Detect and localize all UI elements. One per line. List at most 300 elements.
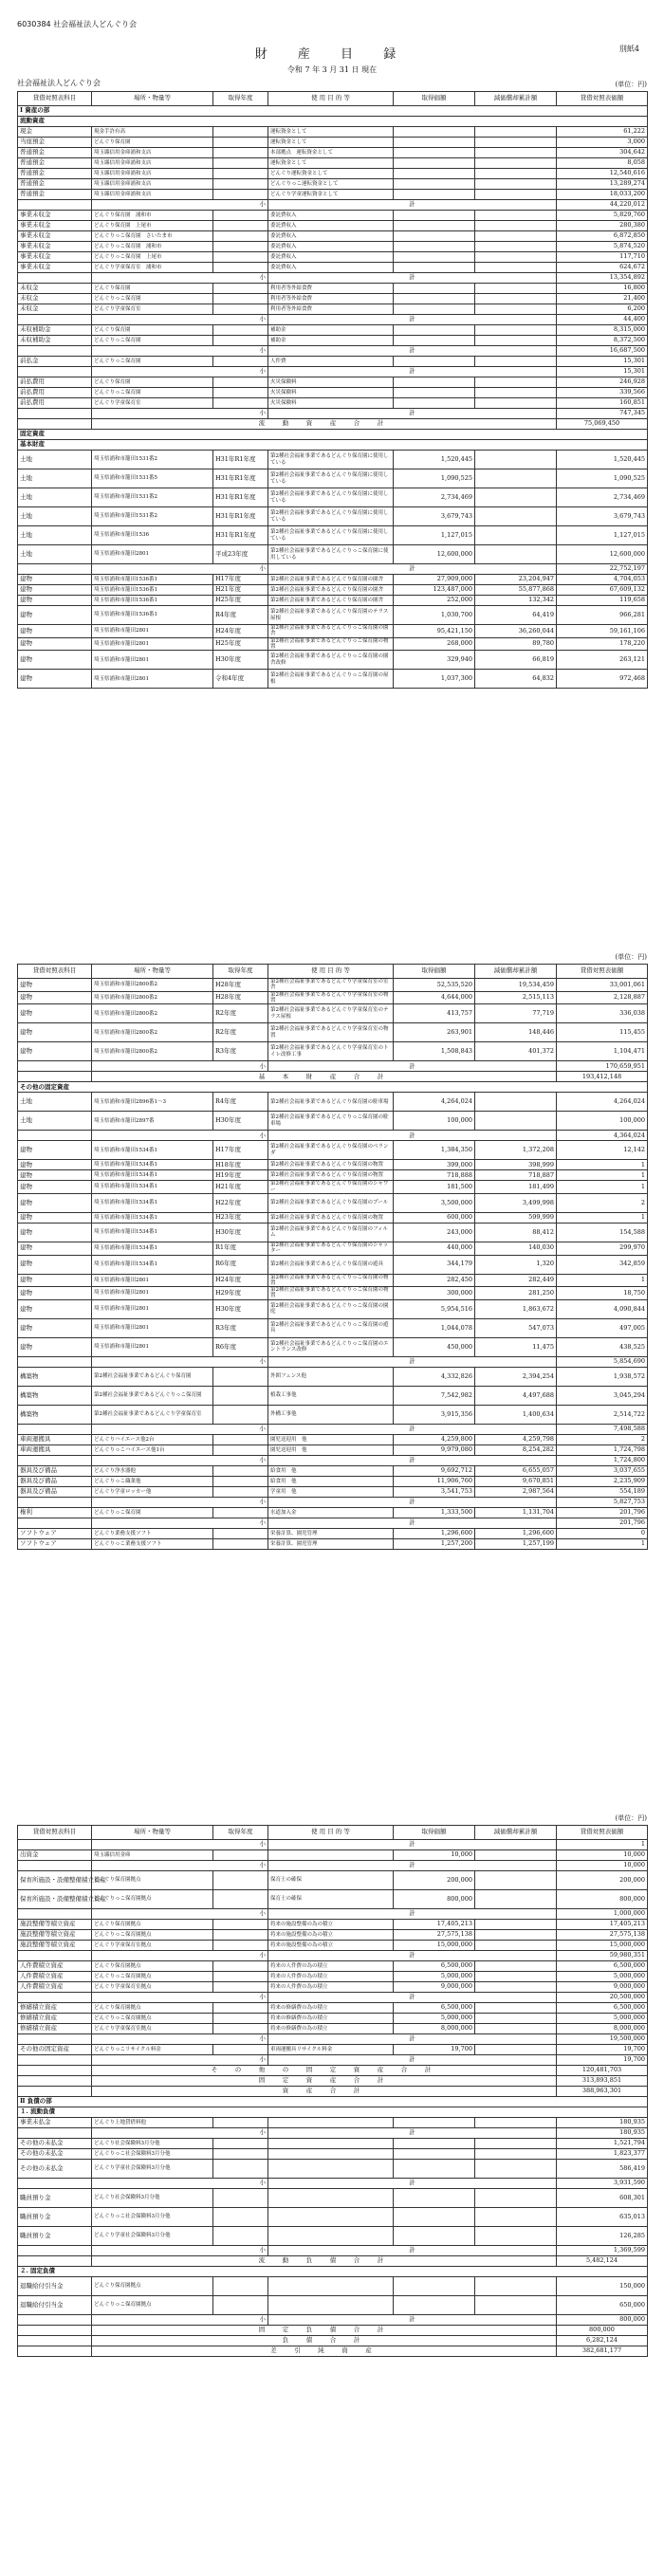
book-value-cell: 1,521,794: [557, 2139, 648, 2149]
column-header: 取得年度: [213, 965, 268, 979]
year-cell: [213, 1465, 268, 1476]
location-cell: どんぐりっこ保育園 上尾市: [92, 252, 213, 263]
column-header: 貸借対照表科目: [18, 1826, 92, 1840]
book-value-cell: 10,000: [557, 1850, 648, 1861]
location-cell: 埼玉県浦和市籠田2801: [92, 1299, 213, 1318]
subtotal-value: 201,796: [557, 1518, 648, 1528]
table-row: [18, 138, 648, 148]
account-cell: 車両運搬具: [18, 1434, 92, 1444]
table-row: [18, 211, 648, 221]
asset-table-page-3: [17, 1825, 647, 2357]
blank-cell: [18, 1951, 92, 1961]
purpose-cell: 学童用 他: [268, 1486, 394, 1497]
table-row: [18, 1042, 648, 1061]
account-cell: 事業未収金: [18, 252, 92, 263]
year-cell: [213, 304, 268, 315]
total-row: [18, 2256, 648, 2267]
account-cell: 未収補助金: [18, 336, 92, 346]
depreciation-cell: [475, 211, 557, 221]
year-cell: R3年度: [213, 1042, 268, 1061]
document-id: 6030384 社会福祉法人どんぐり会: [17, 20, 138, 28]
table-row: [18, 1181, 648, 1194]
account-cell: その他の未払金: [18, 2139, 92, 2149]
depreciation-cell: [475, 377, 557, 388]
book-value-cell: 3,000: [557, 138, 648, 148]
book-value-cell: 2,235,909: [557, 1476, 648, 1486]
depreciation-cell: [475, 398, 557, 409]
subtotal-value: 59,980,351: [557, 1951, 648, 1961]
location-cell: 埼玉県浦和市籠田1534番1: [92, 1160, 213, 1170]
table-row: [18, 179, 648, 190]
account-cell: 建物: [18, 1193, 92, 1212]
location-cell: どんぐりっこ保育園拠点: [92, 1890, 213, 1909]
table-row: [18, 1242, 648, 1255]
year-cell: H30年度: [213, 651, 268, 670]
total-label: 基 本 財 産 合 計: [92, 1072, 557, 1082]
year-cell: [213, 1972, 268, 1982]
subtotal-label: 計: [268, 315, 557, 325]
blank-cell: [18, 2128, 92, 2139]
depreciation-cell: [475, 1112, 557, 1131]
section-label: Ⅰ 資産の部: [18, 106, 648, 117]
purpose-cell: [268, 2227, 394, 2246]
location-cell: どんぐり保育園拠点: [92, 1871, 213, 1890]
subtotal-row: [18, 2034, 648, 2045]
section-row: [18, 1082, 648, 1093]
subtotal-mark: 小: [92, 564, 268, 575]
year-cell: [213, 127, 268, 138]
purpose-cell: [268, 2149, 394, 2160]
account-cell: 器具及び備品: [18, 1476, 92, 1486]
depreciation-cell: 547,073: [475, 1318, 557, 1337]
year-cell: [213, 2024, 268, 2034]
account-cell: 現金: [18, 127, 92, 138]
table-row: [18, 2045, 648, 2055]
blank-cell: [18, 2346, 92, 2357]
subtotal-label: 計: [268, 1356, 557, 1367]
location-cell: 埼玉県浦和市籠田1531番2: [92, 507, 213, 526]
table-row: [18, 545, 648, 564]
depreciation-cell: [475, 190, 557, 200]
subtotal-label: 計: [268, 367, 557, 377]
subtotal-mark: 小: [92, 346, 268, 357]
book-value-cell: 1: [557, 1170, 648, 1181]
table-row: [18, 242, 648, 252]
table-row: [18, 451, 648, 469]
book-value-cell: 115,455: [557, 1023, 648, 1042]
subtotal-value: 180,935: [557, 2128, 648, 2139]
blank-cell: [18, 2076, 92, 2087]
depreciation-cell: [475, 1930, 557, 1941]
cost-cell: 6,500,000: [394, 1961, 475, 1972]
cost-cell: [394, 190, 475, 200]
year-cell: [213, 1961, 268, 1972]
table-row: [18, 651, 648, 670]
location-cell: 埼玉県浦和市籠田2896番1～3: [92, 1093, 213, 1112]
subtotal-value: 1,000,000: [557, 1909, 648, 1920]
book-value-cell: 635,013: [557, 2208, 648, 2227]
book-value-cell: 0: [557, 1528, 648, 1538]
book-value-cell: 59,161,106: [557, 625, 648, 638]
year-cell: R6年度: [213, 1337, 268, 1356]
account-cell: 器具及び備品: [18, 1465, 92, 1476]
subtotal-mark: 小: [92, 367, 268, 377]
purpose-cell: 第2種社会福祉事業であるどんぐり学童保育室のテラス屋根: [268, 1004, 394, 1023]
subtotal-mark: 小: [92, 2246, 268, 2256]
subtotal-value: 1,369,599: [557, 2246, 648, 2256]
location-cell: 埼玉県浦和市籠田1534番1: [92, 1181, 213, 1194]
cost-cell: 7,542,982: [394, 1386, 475, 1405]
location-cell: 埼玉県浦和市籠田2800番2: [92, 979, 213, 992]
cost-cell: 1,044,078: [394, 1318, 475, 1337]
account-cell: 事業未収金: [18, 231, 92, 242]
section-label: その他の固定資産: [18, 1082, 648, 1093]
purpose-cell: 将来の施設整備の為の積立: [268, 1920, 394, 1930]
depreciation-cell: 1,400,634: [475, 1405, 557, 1424]
location-cell: どんぐりっこ保育園拠点: [92, 1972, 213, 1982]
subtotal-value: 15,301: [557, 367, 648, 377]
year-cell: 平成23年度: [213, 545, 268, 564]
table-row: [18, 1920, 648, 1930]
account-cell: 建物: [18, 1318, 92, 1337]
column-header: 取得価額: [394, 965, 475, 979]
total-value: 388,963,301: [557, 2087, 648, 2097]
cost-cell: 3,679,743: [394, 507, 475, 526]
table-row: [18, 1255, 648, 1274]
table-row: [18, 1941, 648, 1951]
subtotal-mark: 小: [92, 200, 268, 211]
location-cell: どんぐり学童保育室: [92, 304, 213, 315]
subtotal-row: [18, 1993, 648, 2003]
unit-label: (単位：円): [615, 953, 647, 961]
purpose-cell: 第2種社会福祉事業であるどんぐり保育園に使用している: [268, 526, 394, 545]
depreciation-cell: 1,320: [475, 1255, 557, 1274]
year-cell: [213, 1476, 268, 1486]
depreciation-cell: [475, 252, 557, 263]
depreciation-cell: [475, 1982, 557, 1993]
subtotal-label: 計: [268, 1497, 557, 1507]
cost-cell: [394, 2277, 475, 2296]
account-cell: 事業未収金: [18, 263, 92, 273]
location-cell: 埼玉縣信用金庫: [92, 1850, 213, 1861]
purpose-cell: どんぐりっこ運転資金として: [268, 179, 394, 190]
table-row: [18, 1170, 648, 1181]
depreciation-cell: [475, 325, 557, 336]
year-cell: [213, 242, 268, 252]
location-cell: どんぐり社会保険料3月分他: [92, 2139, 213, 2149]
purpose-cell: 第2種社会福祉事業であるどんぐり保育園に使用している: [268, 469, 394, 488]
location-cell: 埼玉県浦和市籠田1534番1: [92, 1193, 213, 1212]
year-cell: [213, 2160, 268, 2179]
depreciation-cell: [475, 2296, 557, 2315]
purpose-cell: 運転資金として: [268, 127, 394, 138]
section-row: [18, 2107, 648, 2118]
subtotal-value: 10,000: [557, 1861, 648, 1871]
depreciation-cell: [475, 231, 557, 242]
book-value-cell: 18,750: [557, 1287, 648, 1300]
location-cell: どんぐりっこハイエース他1台: [92, 1444, 213, 1455]
book-value-cell: 608,301: [557, 2189, 648, 2208]
location-cell: どんぐり学童社会保険料3月分他: [92, 2227, 213, 2246]
purpose-cell: [268, 2296, 394, 2315]
depreciation-cell: 132,342: [475, 596, 557, 606]
book-value-cell: 3,045,294: [557, 1386, 648, 1405]
depreciation-cell: [475, 507, 557, 526]
year-cell: H23年度: [213, 1212, 268, 1223]
depreciation-cell: 8,254,282: [475, 1444, 557, 1455]
depreciation-cell: 89,780: [475, 637, 557, 651]
table-row: [18, 1982, 648, 1993]
subtotal-row: [18, 409, 648, 419]
book-value-cell: 1,938,572: [557, 1367, 648, 1386]
section-label: Ⅱ 負債の部: [18, 2097, 648, 2107]
blank-cell: [18, 273, 92, 284]
book-value-cell: 27,575,138: [557, 1930, 648, 1941]
book-value-cell: 3,037,655: [557, 1465, 648, 1476]
location-cell: どんぐり学童保育室拠点: [92, 1982, 213, 1993]
depreciation-cell: [475, 221, 557, 231]
account-cell: 退職給付引当金: [18, 2277, 92, 2296]
table-row: [18, 336, 648, 346]
location-cell: どんぐりっこ織業他: [92, 1476, 213, 1486]
cost-cell: 4,259,800: [394, 1434, 475, 1444]
account-cell: 構築物: [18, 1386, 92, 1405]
book-value-cell: 2,514,722: [557, 1405, 648, 1424]
purpose-cell: 火災保険料: [268, 377, 394, 388]
depreciation-cell: [475, 263, 557, 273]
year-cell: [213, 1890, 268, 1909]
asset-table-page-2: [17, 964, 647, 1550]
depreciation-cell: [475, 1941, 557, 1951]
account-cell: 建物: [18, 1255, 92, 1274]
location-cell: どんぐり保育園 上尾市: [92, 221, 213, 231]
cost-cell: 17,405,213: [394, 1920, 475, 1930]
book-value-cell: 33,001,061: [557, 979, 648, 992]
cost-cell: [394, 325, 475, 336]
year-cell: H31年R1年度: [213, 451, 268, 469]
cost-cell: 718,888: [394, 1170, 475, 1181]
purpose-cell: [268, 1850, 394, 1861]
location-cell: 埼玉県浦和市籠田2801: [92, 625, 213, 638]
subtotal-mark: 小: [92, 2315, 268, 2326]
year-cell: [213, 1538, 268, 1549]
account-cell: 修繕積立資産: [18, 2024, 92, 2034]
table-row: [18, 263, 648, 273]
cost-cell: [394, 2160, 475, 2179]
account-cell: 職員預り金: [18, 2227, 92, 2246]
cost-cell: [394, 304, 475, 315]
table-row: [18, 1160, 648, 1170]
location-cell: 埼玉県浦和市籠田2801: [92, 1274, 213, 1287]
subtotal-row: [18, 1497, 648, 1507]
location-cell: 埼玉県浦和市籠田1534番1: [92, 1212, 213, 1223]
book-value-cell: 800,000: [557, 1890, 648, 1909]
cost-cell: 1,030,700: [394, 606, 475, 625]
subtotal-row: [18, 346, 648, 357]
cost-cell: [394, 2139, 475, 2149]
depreciation-cell: [475, 2149, 557, 2160]
account-cell: ソフトウェア: [18, 1528, 92, 1538]
year-cell: [213, 179, 268, 190]
section-row: [18, 117, 648, 127]
cost-cell: [394, 377, 475, 388]
subtotal-label: 計: [268, 1951, 557, 1961]
depreciation-cell: [475, 138, 557, 148]
account-cell: 建物: [18, 1212, 92, 1223]
table-row: [18, 2014, 648, 2024]
depreciation-cell: 4,259,798: [475, 1434, 557, 1444]
cost-cell: 450,000: [394, 1337, 475, 1356]
table-row: [18, 357, 648, 367]
account-cell: 施設整備等積立資産: [18, 1920, 92, 1930]
year-cell: [213, 1486, 268, 1497]
account-cell: 建物: [18, 625, 92, 638]
year-cell: [213, 158, 268, 169]
header-row: [18, 1826, 648, 1840]
cost-cell: [394, 398, 475, 409]
account-cell: 前払費用: [18, 398, 92, 409]
account-cell: 未収金: [18, 304, 92, 315]
cost-cell: 1,257,200: [394, 1538, 475, 1549]
year-cell: [213, 148, 268, 158]
purpose-cell: 将来の人件費の為の積立: [268, 1982, 394, 1993]
cost-cell: 5,000,000: [394, 1972, 475, 1982]
location-cell: どんぐりっこ保育園: [92, 357, 213, 367]
header-row: [18, 965, 648, 979]
location-cell: どんぐりっこ保育園 浦和市: [92, 242, 213, 252]
total-label: 流 動 資 産 合 計: [92, 419, 557, 430]
purpose-cell: 補助金: [268, 336, 394, 346]
cost-cell: 95,421,150: [394, 625, 475, 638]
table-row: [18, 1223, 648, 1242]
purpose-cell: 委託費収入: [268, 263, 394, 273]
purpose-cell: 第2種社会福祉事業であるどんぐり保育園の物置: [268, 1170, 394, 1181]
account-cell: 未収金: [18, 284, 92, 294]
year-cell: [213, 2277, 268, 2296]
blank-cell: [18, 1455, 92, 1465]
subtotal-label: 計: [268, 200, 557, 211]
purpose-cell: 第2種社会福祉事業であるどんぐり保育園のフィルム: [268, 1223, 394, 1242]
blank-cell: [18, 2326, 92, 2336]
book-value-cell: 5,874,520: [557, 242, 648, 252]
total-label: 固 定 負 債 合 計: [92, 2326, 557, 2336]
column-header: 貸借対照表価額: [557, 92, 648, 106]
book-value-cell: 12,142: [557, 1141, 648, 1160]
cost-cell: 1,127,015: [394, 526, 475, 545]
purpose-cell: 給食用 他: [268, 1476, 394, 1486]
depreciation-cell: 398,999: [475, 1160, 557, 1170]
book-value-cell: 339,566: [557, 388, 648, 398]
purpose-cell: 第2種社会福祉事業であるどんぐり保育園のテラス屋根: [268, 606, 394, 625]
year-cell: H29年度: [213, 1287, 268, 1300]
purpose-cell: 第2種社会福祉事業であるどんぐりっこ保育園の園舎: [268, 625, 394, 638]
location-cell: 埼玉県浦和市籠田2800番2: [92, 991, 213, 1004]
table-row: [18, 148, 648, 158]
subtotal-label: 計: [268, 1840, 557, 1850]
year-cell: R6年度: [213, 1255, 268, 1274]
account-cell: 職員預り金: [18, 2208, 92, 2227]
book-value-cell: 117,710: [557, 252, 648, 263]
cost-cell: 344,179: [394, 1255, 475, 1274]
location-cell: 埼玉県浦和市籠田1534番1: [92, 1170, 213, 1181]
table-row: [18, 1465, 648, 1476]
column-header: 減価償却累計額: [475, 92, 557, 106]
year-cell: [213, 1930, 268, 1941]
year-cell: [213, 1444, 268, 1455]
book-value-cell: 1: [557, 1160, 648, 1170]
subtotal-value: 170,659,951: [557, 1061, 648, 1072]
account-cell: 職員預り金: [18, 2189, 92, 2208]
section-label: 固定資産: [18, 430, 648, 440]
purpose-cell: 将来の施設整備の為の積立: [268, 1941, 394, 1951]
cost-cell: 52,535,520: [394, 979, 475, 992]
book-value-cell: 966,281: [557, 606, 648, 625]
cost-cell: 282,450: [394, 1274, 475, 1287]
book-value-cell: 12,600,000: [557, 545, 648, 564]
table-row: [18, 1890, 648, 1909]
subtotal-row: [18, 367, 648, 377]
cost-cell: 440,000: [394, 1242, 475, 1255]
account-cell: 保育所施設・設備整備積立資産: [18, 1871, 92, 1890]
year-cell: [213, 388, 268, 398]
subtotal-value: 44,220,012: [557, 200, 648, 211]
book-value-cell: 15,000,000: [557, 1941, 648, 1951]
subtotal-row: [18, 1909, 648, 1920]
book-value-cell: 497,005: [557, 1318, 648, 1337]
subtotal-row: [18, 2055, 648, 2066]
depreciation-cell: 6,655,057: [475, 1465, 557, 1476]
depreciation-cell: 599,999: [475, 1212, 557, 1223]
subtotal-mark: 小: [92, 2055, 268, 2066]
table-row: [18, 1850, 648, 1861]
location-cell: どんぐり学童保育室拠点: [92, 2024, 213, 2034]
purpose-cell: 将来の修繕費の為の積立: [268, 2014, 394, 2024]
book-value-cell: 2: [557, 1193, 648, 1212]
account-cell: 土地: [18, 526, 92, 545]
year-cell: H17年度: [213, 575, 268, 585]
subtotal-row: [18, 2246, 648, 2256]
account-cell: 建物: [18, 637, 92, 651]
book-value-cell: 586,419: [557, 2160, 648, 2179]
cost-cell: [394, 294, 475, 304]
book-value-cell: 6,500,000: [557, 2003, 648, 2014]
purpose-cell: 水道加入金: [268, 1507, 394, 1518]
year-cell: [213, 211, 268, 221]
year-cell: [213, 2149, 268, 2160]
blank-cell: [18, 200, 92, 211]
cost-cell: [394, 388, 475, 398]
location-cell: どんぐりっこ社会保険料3月分他: [92, 2208, 213, 2227]
book-value-cell: 178,220: [557, 637, 648, 651]
account-cell: 土地: [18, 1093, 92, 1112]
table-row: [18, 2277, 648, 2296]
book-value-cell: 554,189: [557, 1486, 648, 1497]
location-cell: どんぐりっこ業務支援ソフト: [92, 1538, 213, 1549]
purpose-cell: 運転資金として: [268, 138, 394, 148]
blank-cell: [18, 2055, 92, 2066]
account-cell: 土地: [18, 488, 92, 507]
table-row: [18, 585, 648, 596]
account-cell: 建物: [18, 575, 92, 585]
account-cell: 建物: [18, 670, 92, 689]
book-value-cell: 8,315,000: [557, 325, 648, 336]
table-row: [18, 1193, 648, 1212]
as-of-date: 令和 7 年 3 月 31 日 現在: [286, 65, 378, 74]
blank-cell: [18, 1072, 92, 1082]
location-cell: 埼玉県浦和市籠田1534番1: [92, 1141, 213, 1160]
purpose-cell: 第2種社会福祉事業であるどんぐり保育園の遊具: [268, 1255, 394, 1274]
account-cell: 建物: [18, 651, 92, 670]
